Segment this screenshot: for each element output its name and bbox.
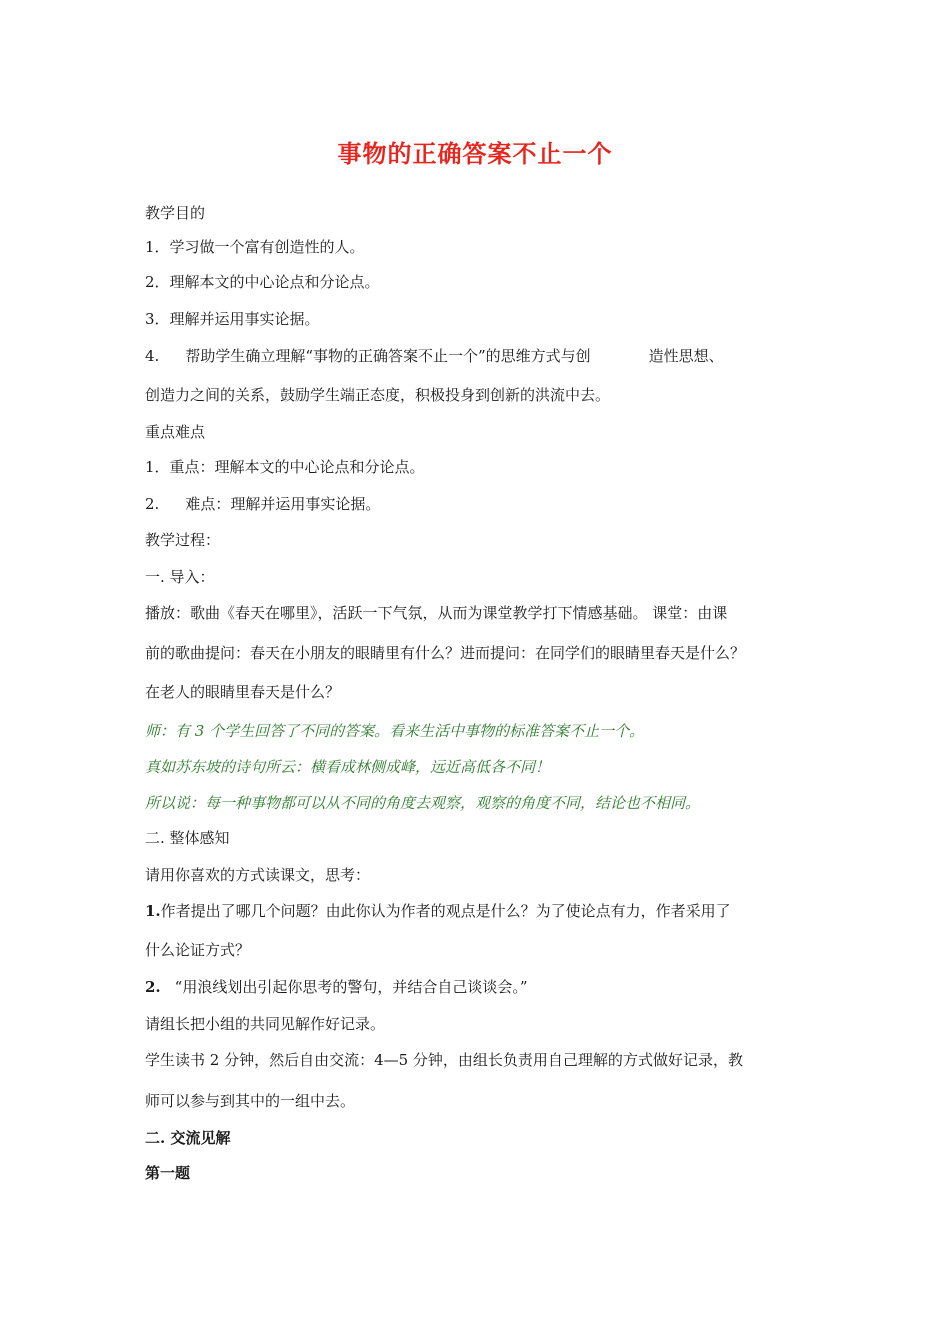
objective-4-tail: 造性思想、 [648, 347, 724, 365]
activity-line-2: 师可以参与到其中的一组中去。 [145, 1092, 356, 1110]
question-2-text: “用浪线划出引起你思考的警句，并结合自己谈谈会。” [174, 978, 528, 996]
sub-heading-first-question: 第一题 [145, 1164, 191, 1182]
objective-4-text: 帮助学生确立理解“事物的正确答案不止一个”的思维方式与创 [185, 347, 591, 365]
activity-line-1: 学生读书 2 分钟，然后自由交流：4—5 分钟，由组长负责用自己理解的方式做好记录，教 [145, 1051, 743, 1069]
question-1-text: 作者提出了哪几个问题？由此你认为作者的观点是什么？为了使论点有力，作者采用了 [160, 902, 731, 920]
keypoint-item-2 [145, 494, 380, 514]
keypoint-2-text: 难点：理解并运用事实论据。 [185, 495, 381, 513]
intro-paragraph-line-1: 播放：歌曲《春天在哪里》，活跃一下气氛，从而为课堂教学打下情感基础。 课堂：由课 [145, 604, 728, 622]
question-1-line-1 [145, 901, 731, 921]
objectives-heading: 教学目的 [145, 204, 206, 222]
objective-item-4-cont: 创造力之间的关系，鼓励学生端正态度，积极投身到创新的洪流中去。 [145, 386, 611, 404]
keypoints-heading: 重点难点 [145, 423, 206, 441]
teacher-note-1: 师：有 3 个学生回答了不同的答案。看来生活中事物的标准答案不止一个。 [145, 722, 645, 740]
process-heading: 教学过程： [145, 531, 221, 549]
reading-prompt: 请用你喜欢的方式读课文，思考： [145, 866, 371, 884]
intro-paragraph-line-2: 前的歌曲提问：春天在小朋友的眼睛里有什么？进而提问：在同学们的眼睛里春天是什么？ [145, 644, 746, 662]
objective-item-1: 1．学习做一个富有创造性的人。 [145, 238, 365, 256]
question-2-number: 2. [145, 978, 161, 996]
objective-item-4 [145, 346, 724, 366]
objective-4-number: 4. [145, 347, 160, 365]
teacher-note-2: 真如苏东坡的诗句所云：横看成林侧成峰，远近高低各不同！ [145, 758, 551, 776]
section-heading-overview: 二. 整体感知 [145, 829, 230, 847]
intro-paragraph-line-3: 在老人的眼睛里春天是什么？ [145, 683, 341, 701]
teacher-note-3: 所以说：每一种事物都可以从不同的角度去观察，观察的角度不同，结论也不相同。 [145, 794, 701, 812]
group-note: 请组长把小组的共同见解作好记录。 [145, 1015, 386, 1033]
objective-item-3: 3．理解并运用事实论据。 [145, 310, 320, 328]
keypoint-2-number: 2. [145, 495, 160, 513]
section-heading-intro: 一. 导入： [145, 568, 215, 586]
question-2 [145, 977, 528, 997]
page-title: 事物的正确答案不止一个 [337, 140, 613, 168]
keypoint-item-1: 1．重点：理解本文的中心论点和分论点。 [145, 458, 425, 476]
question-1-number: 1. [145, 902, 161, 920]
section-heading-exchange: 二. 交流见解 [145, 1129, 231, 1147]
question-1-line-2: 什么论证方式？ [145, 941, 251, 959]
objective-item-2: 2．理解本文的中心论点和分论点。 [145, 273, 380, 291]
